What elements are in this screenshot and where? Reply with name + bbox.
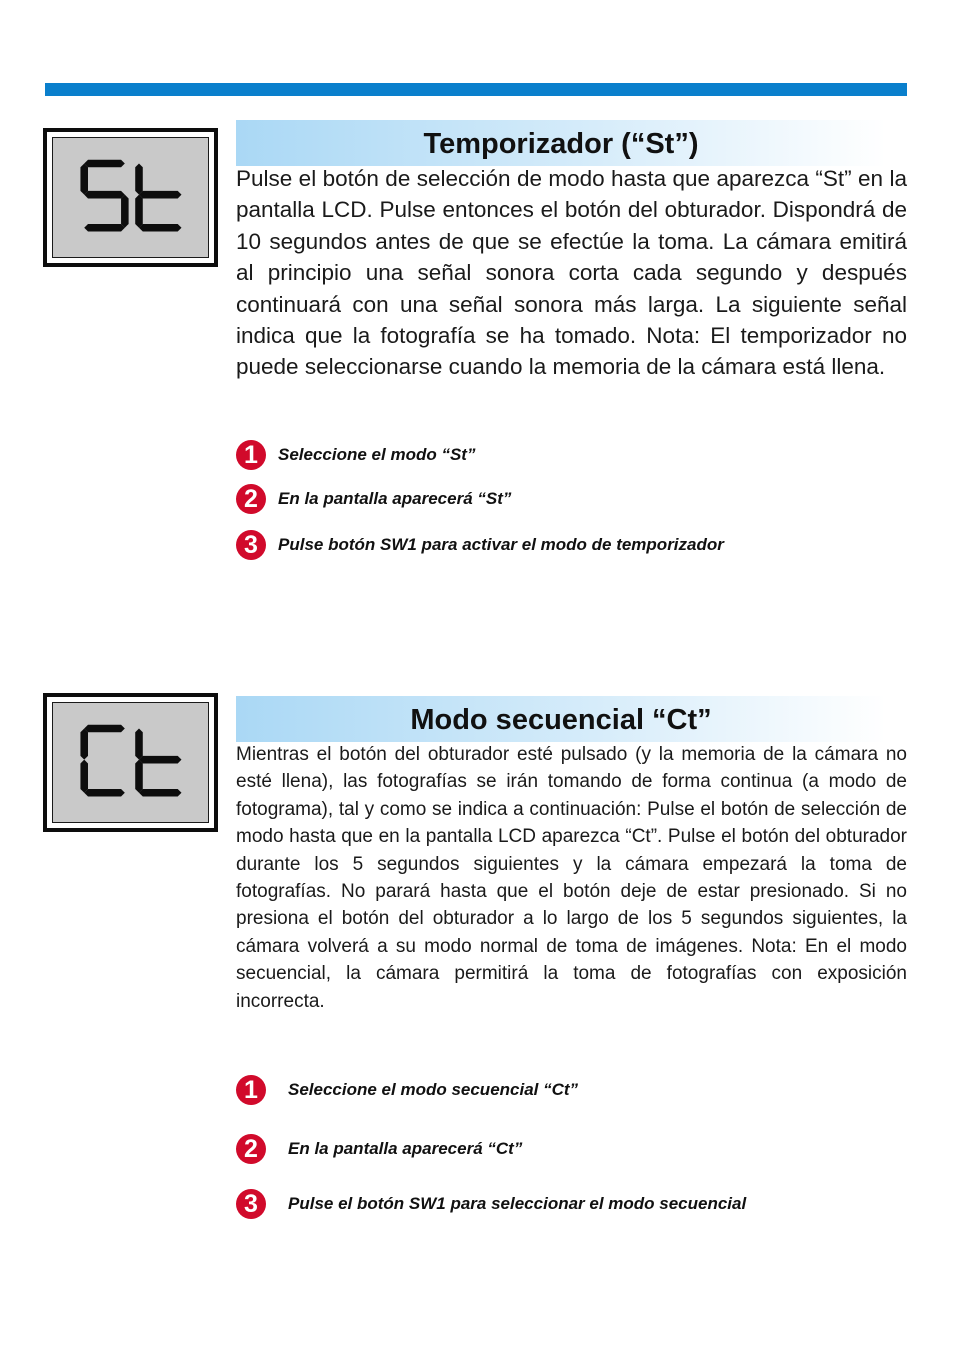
- top-accent-bar: [45, 83, 907, 96]
- step-number-badge: 2: [236, 1134, 266, 1164]
- step-number-badge: 3: [236, 530, 266, 560]
- step-text: En la pantalla aparecerá “St”: [278, 489, 512, 508]
- lcd-screen: [52, 702, 209, 823]
- step-number-badge: 2: [236, 484, 266, 514]
- body-text-modo-secuencial: Mientras el botón del obturador esté pulsado (y la memoria de la cámara no esté llena), las fotografías se irán tomando de forma continua (a modo de fotograma), tal y como se indica a continuación: Pulse el botón de selección de modo hasta que en la pantalla LCD aparezca “Ct”. Pulse el botón del obturador durante los 5 segundos siguientes y la cámara empezará la toma de fotografías. No parará hasta que el botón deje de estar presionado. Si no presiona el botón del obturador a lo largo de los 5 segundos siguientes, la cámara volverá a su modo normal de toma de imágenes. Nota: En el modo secuencial, la cámara permitirá la toma de fotografías con exposición incorrecta.: [236, 744, 907, 1012]
- lcd-display-ct: [43, 693, 218, 832]
- body-text-temporizador: Pulse el botón de selección de modo hasta que aparezca “St” en la pantalla LCD. Pulse entonces el botón del obturador. Dispondrá de 10 segundos antes de que se efectúe la toma. La cámara emitirá al principio una señal sonora corta cada segundo y después continuará con una señal sonora más larga. La siguiente señal indica que la fotografía se ha tomado. Nota: El temporizador no puede seleccionarse cuando la memoria de la cámara está llena.: [236, 166, 907, 380]
- step-text: Pulse el botón SW1 para seleccionar el modo secuencial: [288, 1194, 747, 1213]
- step-number-badge: 3: [236, 1189, 266, 1219]
- section-title-temporizador: Temporizador (“St”): [236, 120, 886, 166]
- lcd-screen: [52, 137, 209, 258]
- lcd-display-st: [43, 128, 218, 267]
- step-text: Pulse botón SW1 para activar el modo de temporizador: [278, 535, 724, 554]
- lcd-st-glyph-icon: [53, 138, 208, 257]
- lcd-ct-glyph-icon: [53, 703, 208, 822]
- step-number-badge: 1: [236, 440, 266, 470]
- step-text: En la pantalla aparecerá “Ct”: [288, 1139, 523, 1158]
- step-text: Seleccione el modo secuencial “Ct”: [288, 1080, 579, 1099]
- step-text: Seleccione el modo “St”: [278, 445, 476, 464]
- section-title-modo-secuencial: Modo secuencial “Ct”: [236, 696, 886, 742]
- step-number-badge: 1: [236, 1075, 266, 1105]
